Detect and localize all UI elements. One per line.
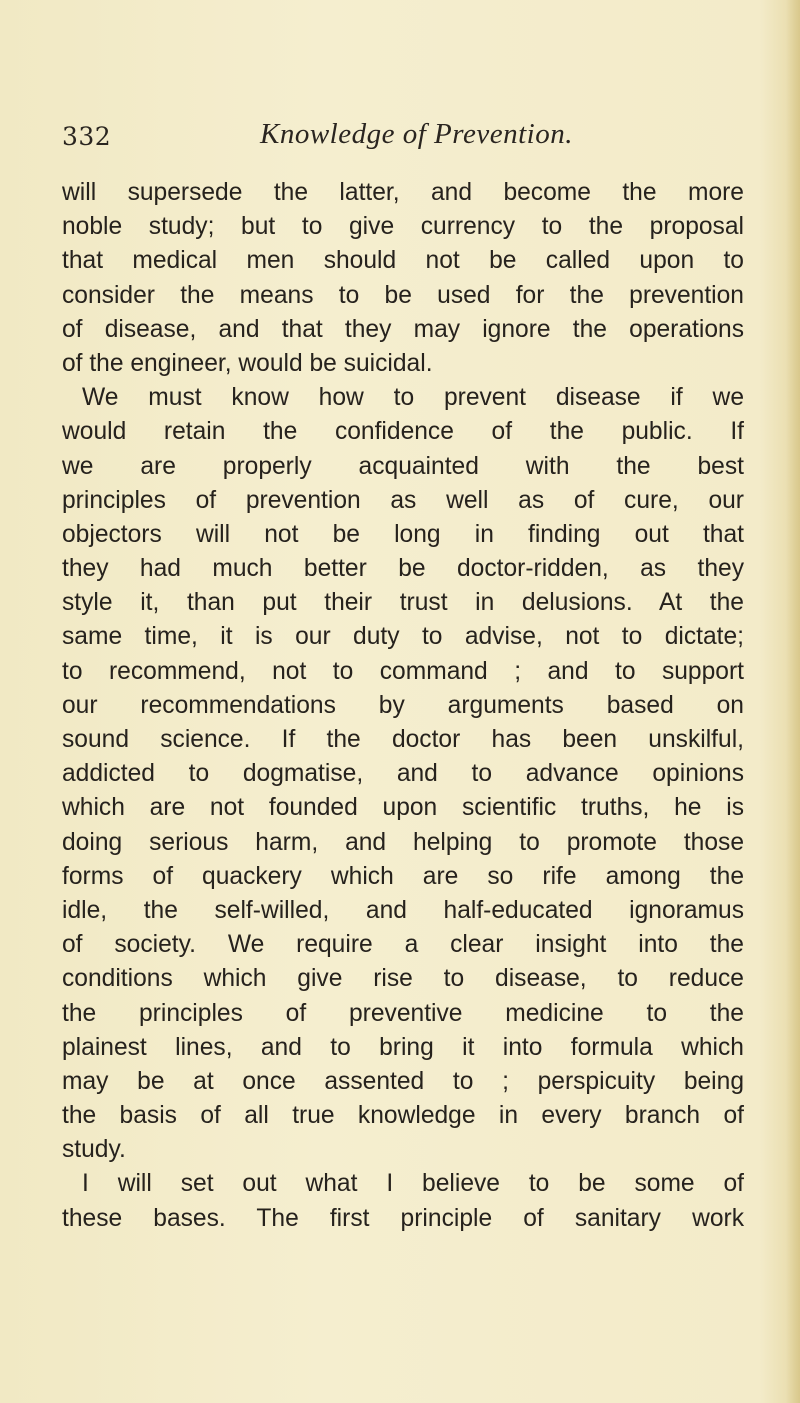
- text-line: of disease, and that they may ignore the operations: [62, 315, 744, 343]
- text-line: to recommend, not to command ; and to support: [62, 657, 744, 685]
- text-line: idle, the self-willed, and half-educated ignoramus: [62, 896, 744, 924]
- text-line: doing serious harm, and helping to promote those: [62, 828, 744, 856]
- text-line: they had much better be doctor-ridden, as they: [62, 555, 744, 583]
- text-line: we are properly acquainted with the best: [62, 452, 744, 480]
- text-line: which are not founded upon scientific truths, he is: [62, 794, 744, 822]
- text-line: objectors will not be long in finding out that: [62, 520, 744, 548]
- page-edge-shading: [786, 0, 800, 1403]
- running-head: [0, 118, 800, 158]
- text-line: study.: [62, 1136, 126, 1164]
- text-line: principles of prevention as well as of cure, our: [62, 486, 744, 514]
- text-line: sound science. If the doctor has been unskilful,: [62, 726, 744, 753]
- text-line: the principles of preventive medicine to the: [62, 999, 744, 1027]
- text-line: may be at once assented to ; perspicuity being: [62, 1067, 744, 1095]
- text-line: same time, it is our duty to advise, not to dictate;: [62, 623, 744, 651]
- text-line: the basis of all true knowledge in every branch of: [62, 1102, 744, 1130]
- text-line: would retain the confidence of the public. If: [62, 418, 744, 446]
- paragraph-start-line: I will set out what I believe to be some of: [82, 1170, 744, 1198]
- running-title: Knowledge of Prevention.: [260, 118, 573, 150]
- text-line: that medical men should not be called upon to: [62, 247, 744, 275]
- text-line: style it, than put their trust in delusions. At the: [62, 589, 744, 617]
- text-line: these bases. The first principle of sanitary work: [62, 1204, 744, 1232]
- text-line: of society. We require a clear insight into the: [62, 931, 744, 959]
- text-line: consider the means to be used for the prevention: [62, 281, 744, 309]
- text-line: noble study; but to give currency to the proposal: [62, 213, 744, 241]
- text-line: of the engineer, would be suicidal.: [62, 349, 433, 377]
- page-number: 332: [62, 122, 112, 151]
- body-text: [62, 176, 744, 1236]
- text-line: forms of quackery which are so rife among the: [62, 862, 744, 890]
- paragraph-start-line: We must know how to prevent disease if we: [82, 384, 744, 412]
- text-line: addicted to dogmatise, and to advance opinions: [62, 760, 744, 788]
- text-line: will supersede the latter, and become the more: [62, 179, 744, 206]
- text-line: our recommendations by arguments based on: [62, 691, 744, 719]
- text-line: conditions which give rise to disease, to reduce: [62, 965, 744, 993]
- text-line: plainest lines, and to bring it into formula which: [62, 1033, 744, 1061]
